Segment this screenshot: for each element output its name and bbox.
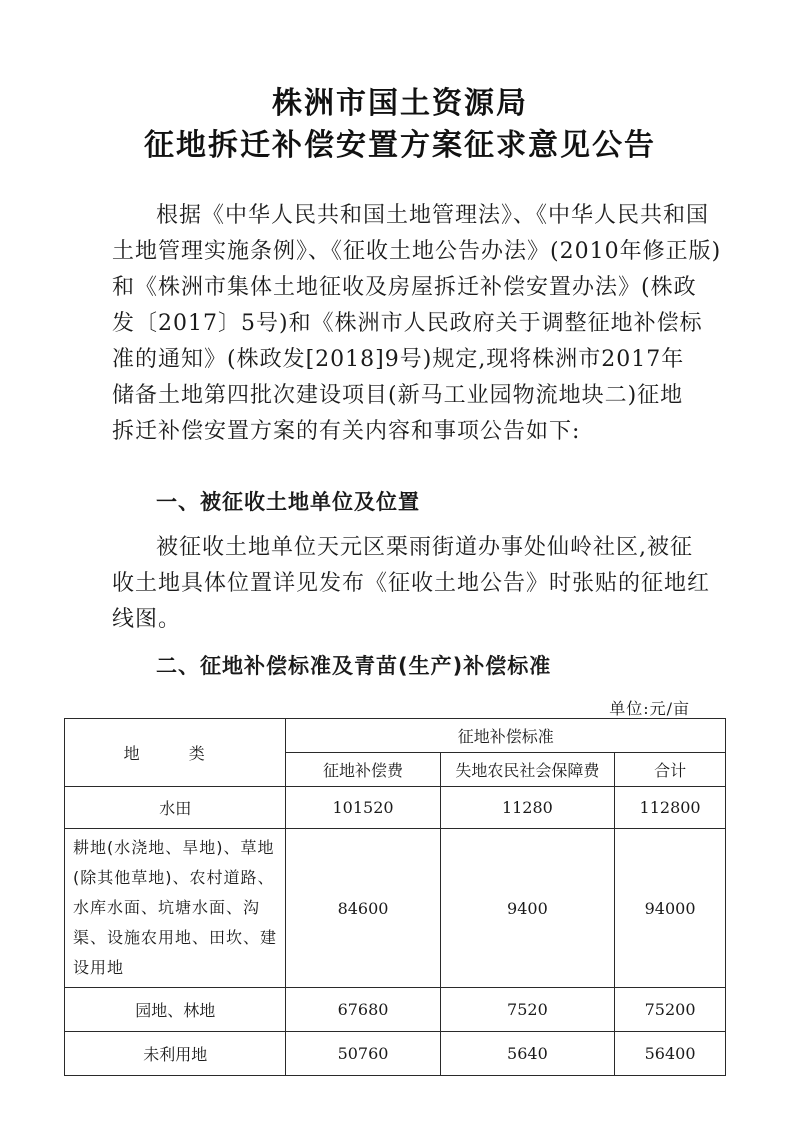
cell-total: 56400 — [615, 1032, 726, 1076]
header-category: 地 类 — [65, 719, 286, 787]
cell-category: 未利用地 — [65, 1032, 286, 1076]
intro-line: 和《株洲市集体土地征收及房屋拆迁补偿安置办法》(株政 — [112, 275, 697, 300]
section-paragraph — [112, 530, 711, 638]
cell-social: 7520 — [440, 988, 614, 1032]
cell-total: 112800 — [615, 787, 726, 829]
header-comp: 征地补偿费 — [286, 753, 440, 787]
cell-social: 9400 — [440, 829, 614, 988]
unit-label: 单位:元/亩 — [609, 699, 690, 718]
intro-line: 土地管理实施条例》、《征收土地公告办法》(2010年修正版) — [112, 239, 722, 264]
intro-line: 发〔2017〕5号)和《株洲市人民政府关于调整征地补偿标 — [112, 311, 703, 336]
cell-category: 水田 — [65, 787, 286, 829]
section-line: 收土地具体位置详见发布《征收土地公告》时张贴的征地红 — [112, 571, 711, 596]
intro-line: 储备土地第四批次建设项目(新马工业园物流地块二)征地 — [112, 383, 684, 408]
cell-category: 耕地(水浇地、旱地)、草地(除其他草地)、农村道路、水库水面、坑塘水面、沟渠、设施农用地、田坎、建设用地 — [65, 829, 286, 988]
intro-paragraph — [112, 198, 722, 450]
table-header-row — [65, 719, 726, 753]
page-subtitle: 征地拆迁补偿安置方案征求意见公告 — [144, 128, 656, 163]
cell-comp: 67680 — [286, 988, 440, 1032]
cell-comp: 84600 — [286, 829, 440, 988]
header-total: 合计 — [615, 753, 726, 787]
cell-comp: 50760 — [286, 1032, 440, 1076]
table-row — [65, 1032, 726, 1076]
header-group: 征地补偿标准 — [286, 719, 726, 753]
cell-social: 11280 — [440, 787, 614, 829]
cell-social: 5640 — [440, 1032, 614, 1076]
compensation-table — [64, 718, 726, 1076]
cell-category: 园地、林地 — [65, 988, 286, 1032]
intro-line: 根据《中华人民共和国土地管理法》、《中华人民共和国 — [156, 203, 710, 228]
section-line: 被征收土地单位天元区栗雨街道办事处仙岭社区,被征 — [156, 535, 693, 560]
cell-total: 94000 — [615, 829, 726, 988]
intro-line: 拆迁补偿安置方案的有关内容和事项公告如下: — [112, 419, 581, 444]
section-heading: 一、被征收土地单位及位置 — [156, 490, 420, 514]
intro-line: 准的通知》(株政发[2018]9号)规定,现将株洲市2017年 — [112, 347, 685, 372]
header-social: 失地农民社会保障费 — [440, 753, 614, 787]
table-row — [65, 829, 726, 988]
page-title: 株洲市国土资源局 — [272, 86, 528, 121]
section-line: 线图。 — [112, 607, 182, 632]
cell-comp: 101520 — [286, 787, 440, 829]
section-heading: 二、征地补偿标准及青苗(生产)补偿标准 — [156, 654, 552, 678]
cell-total: 75200 — [615, 988, 726, 1032]
table-row — [65, 787, 726, 829]
table-row — [65, 988, 726, 1032]
